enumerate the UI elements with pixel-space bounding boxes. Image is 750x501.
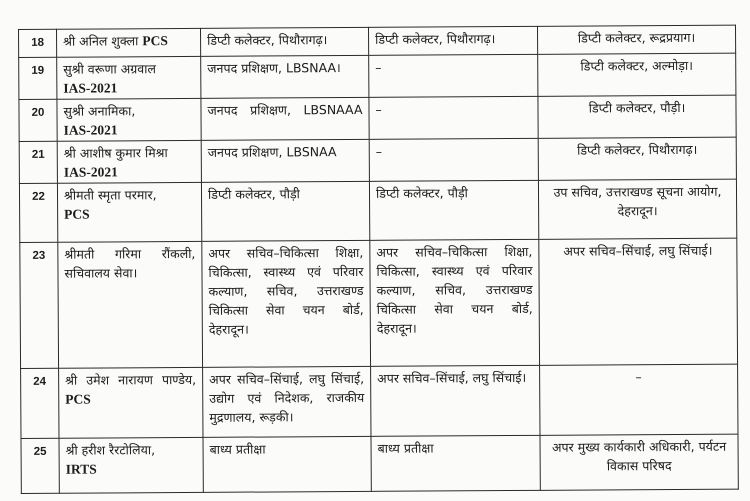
new-posting: अपर मुख्य कार्यकारी अधिकारी, पर्यटन विकास परिषद — [540, 434, 738, 490]
officer-name — [57, 98, 201, 141]
officer-name — [57, 56, 201, 99]
table-row — [19, 53, 736, 99]
table-row — [19, 179, 736, 242]
new-posting: डिप्टी कलेक्टर, रूद्रप्रयाग। — [537, 25, 735, 54]
service-tag: IAS-2021 — [63, 80, 118, 96]
previous-posting: अपर सचिव–सिंचाई, लघु सिंचाई, उद्योग एवं निदेशक, राजकीय मुद्रणालय, रूड़की। — [203, 366, 371, 437]
serial-number: 21 — [19, 141, 57, 183]
current-posting: – — [369, 54, 538, 97]
name-text: श्रीमती स्मृता परमार, — [63, 187, 157, 203]
name-text: श्री हरीश रैरटोलिया, — [65, 442, 156, 458]
service-tag: IRTS — [65, 461, 97, 477]
previous-posting: जनपद प्रशिक्षण, LBSNAA। — [201, 55, 369, 98]
service-tag: IAS-2021 — [63, 122, 118, 138]
name-text: श्री आशीष कुमार मिश्रा — [63, 145, 168, 161]
current-posting: डिप्टी कलेक्टर, पिथौरागढ़। — [368, 26, 537, 55]
officer-name — [57, 140, 201, 183]
officer-transfer-table — [18, 25, 739, 494]
table-row — [19, 25, 736, 57]
name-text: श्री अनिल शुक्ला — [63, 33, 139, 49]
current-posting: – — [369, 138, 538, 181]
previous-posting: डिप्टी कलेक्टर, पौड़ी — [201, 181, 369, 241]
current-posting: अपर सचिव–चिकित्सा शिक्षा, चिकित्सा, स्वास्थ्य एवं परिवार कल्याण, सचिव, उत्तराखण्ड चिकित्सा सेवा चयन बोर्ड, देहरादून। — [370, 239, 540, 366]
service-tag: PCS — [142, 33, 168, 49]
serial-number: 24 — [21, 368, 59, 438]
serial-number: 22 — [19, 183, 57, 242]
serial-number: 18 — [19, 29, 57, 57]
serial-number: 25 — [21, 438, 59, 493]
table-row — [19, 137, 736, 183]
table-row — [19, 95, 736, 141]
name-text: सुश्री वरूणा अग्रवाल — [63, 61, 156, 77]
new-posting: अपर सचिव–सिंचाई, लघु सिंचाई। — [539, 238, 738, 365]
table-row — [20, 238, 738, 368]
service-tag: PCS — [64, 206, 90, 222]
current-posting: अपर सचिव–सिंचाई, लघु सिंचाई। — [371, 365, 540, 436]
current-posting: डिप्टी कलेक्टर, पौड़ी — [369, 180, 538, 240]
previous-posting: अपर सचिव–चिकित्सा शिक्षा, चिकित्सा, स्वास्थ्य एवं परिवार कल्याण, सचिव, उत्तराखण्ड चिकित्सा सेवा चयन बोर्ड, देहरादून। — [202, 240, 371, 367]
name-text: श्री उमेश नारायण पाण्डेय, — [65, 371, 197, 388]
serial-number: 19 — [19, 57, 57, 99]
serial-number: 20 — [19, 99, 57, 141]
current-posting: बाध्य प्रतीक्षा — [371, 435, 540, 491]
officer-name — [59, 367, 203, 438]
service-tag: PCS — [65, 391, 91, 407]
previous-posting: जनपद प्रशिक्षण, LBSNAAA — [201, 97, 369, 140]
previous-posting: जनपद प्रशिक्षण, LBSNAA — [201, 139, 369, 182]
new-posting: डिप्टी कलेक्टर, अल्मोड़ा। — [538, 53, 736, 96]
current-posting: – — [369, 96, 538, 139]
serial-number: 23 — [20, 242, 59, 368]
officer-name — [59, 437, 203, 493]
previous-posting: बाध्य प्रतीक्षा — [203, 436, 371, 492]
new-posting: उप सचिव, उत्तराखण्ड सूचना आयोग, देहरादून। — [538, 179, 736, 239]
new-posting: डिप्टी कलेक्टर, पिथौरागढ़। — [538, 137, 736, 180]
table-row — [21, 434, 738, 493]
table-row — [21, 364, 738, 438]
previous-posting: डिप्टी कलेक्टर, पिथौरागढ़। — [200, 27, 368, 56]
new-posting: – — [540, 364, 738, 435]
new-posting: डिप्टी कलेक्टर, पौड़ी। — [538, 95, 736, 138]
service-tag: IAS-2021 — [63, 164, 118, 180]
officer-name: श्रीमती गरिमा रौंकली, सचिवालय सेवा। — [58, 241, 203, 368]
officer-name — [57, 28, 201, 57]
name-text: सुश्री अनामिका, — [63, 103, 136, 119]
officer-name — [57, 182, 201, 242]
